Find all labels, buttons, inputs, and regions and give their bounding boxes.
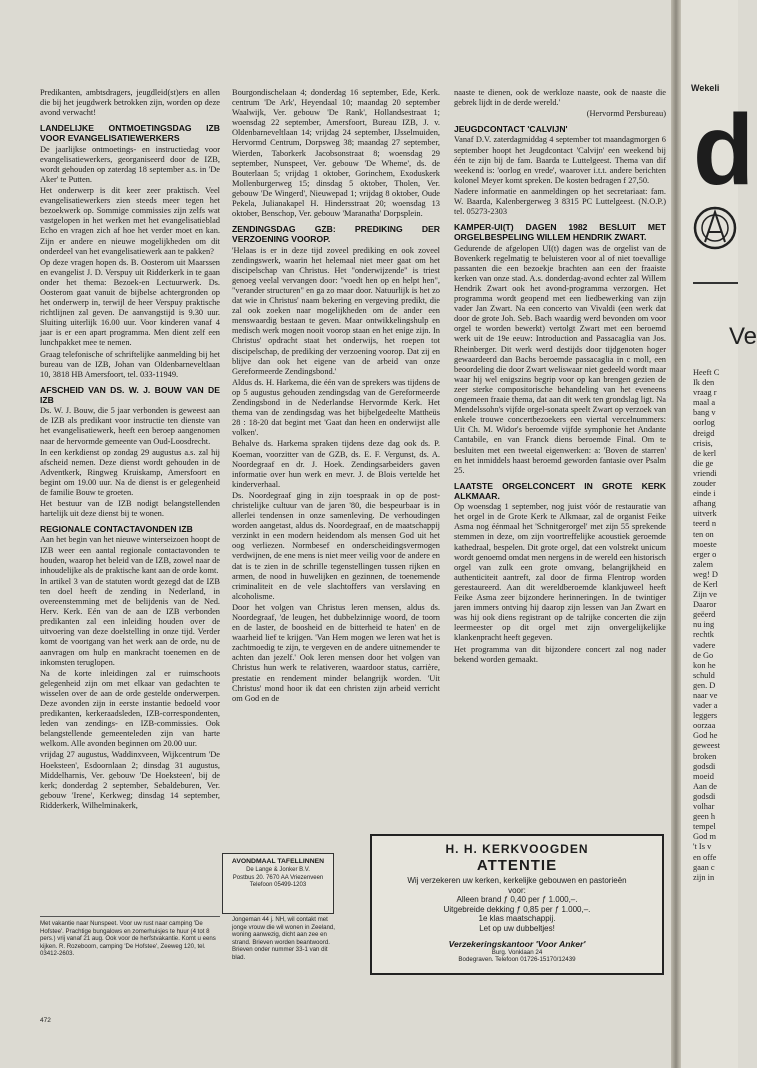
facing-page-line: oorzaa	[693, 721, 716, 731]
facing-page-line: moeid	[693, 771, 714, 781]
facing-page	[681, 0, 757, 1068]
facing-page-line: dreigd	[693, 428, 715, 438]
facing-page-line: vadere	[693, 640, 716, 650]
facing-page-line: God he	[693, 731, 718, 741]
advert-line: Telefoon 05499-1203	[249, 882, 307, 889]
article-title-zendingsdag-gzb: ZENDINGSDAG GZB: PREDIKING DER VERZOENING VOOROP.	[232, 224, 440, 245]
paragraph: Nadere informatie en aanmeldingen op het secretariaat: fam. W. Baarda, Kalenbergerweg 3 8315 PC Luttelgeest. (N.O.P.) tel. 05273-2303	[454, 186, 666, 217]
advert-line: Postbus 20. 7670 AA Vriezenveen	[232, 874, 324, 881]
facing-page-line: en offe	[693, 852, 717, 862]
classified-vakantie: Met vakantie naar Nunspeet. Voor uw rust naar camping 'De Hofstee'. Prachtige bungalows en zomerhuisjes te huur (4 tot 8 pers.) vrij vanaf 21 aug. Ook voor de herfstvakantie. Komt u eens kijken. R. Rozeboom, camping 'De Hofstee', Zeeweg 120, tel. 03412-2603.	[40, 916, 220, 958]
facing-page-line: rechtk	[693, 630, 714, 640]
facing-page-line: naar ve	[693, 691, 718, 700]
paragraph: vrijdag 27 augustus, Waddinxveen, Wijkcentrum 'De Hoeksteen', Esdoornlaan 2; dinsdag 31 augustus, Middelharnis, Ver. gebouw 'De Hoeksteen', bij de kerk; donderdag 2 september, Sebaldeburen, Ver. gebouw 'Irene', Kerkweg; dinsdag 14 september, Ridderkerk, Wilhelminakerk,	[40, 750, 220, 810]
article-title-jeugdcontact: JEUGDCONTACT 'CALVIJN'	[454, 124, 568, 135]
book-gutter	[671, 0, 681, 1068]
facing-page-line: teerd n	[693, 519, 717, 529]
facing-page-line: oorlog	[693, 418, 715, 428]
advert-headline: ATTENTIE	[476, 857, 558, 874]
advert-line: 1e klas maatschappij.	[478, 914, 556, 924]
article-title-afscheid-bouw: AFSCHEID VAN DS. W. J. BOUW VAN DE IZB	[40, 384, 220, 406]
paragraph: 'Helaas is er in deze tijd zoveel prediking en ook zoveel zendingswerk, waarin het helemaal niet meer gaat om het discipelschap van Christus. Het "onderwijzende" is triest genoeg veelal vervangen door: "voedt hen op en helpt hen", "verander structuren" en ga zo maar door. Natuurlijk is het zo dat wie in Christus' naam bekering en vergeving predikt, die zal ook zoeken naar mogelijkheden om de ander een menswaardig bestaan te geven. Maar ontwikkelingshulp en medisch werk mogen nooit voorop staan en het enige zijn. In Christus' opdracht staat het onderwijs, het roepen tot discipelschap, de prediking der verzoening voorop. Dat zij en blijve dan ook het eigene van de arbeid van onze Gereformeerde Zendingsbond.'	[232, 245, 440, 376]
advert-title: AVONDMAAL TAFELLINNEN	[231, 858, 325, 865]
advert-address: Bodegraven. Telefoon 01726-15170/12439	[458, 955, 576, 963]
advert-line: Alleen brand ƒ 0,40 per ƒ 1.000,–.	[456, 895, 578, 905]
paragraph: Het bestuur van de IZB nodigt belangstellenden hartelijk uit deze dienst bij te wonen.	[40, 499, 220, 519]
classified-jongeman: Jongeman 44 j. NH, wil contakt met jonge vrouw die wil wonen in Zeeland, woning aanwezig, dicht aan zee en strand. Brieven worden beantwoord. Brieven onder nummer 33-1 van dit blad.	[232, 916, 335, 961]
facing-page-heading: Ve	[729, 323, 757, 350]
paragraph: Behalve ds. Harkema spraken tijdens deze dag ook ds. P. Koeman, voorzitter van de GZB, ds. E. F. Vergunst, ds. A. Noordegraaf en dr. J. Hoek. Zendingsarbeiders gaven informatie over hun werk en mevr. J. de Blois vertelde het kinderverhaal.	[232, 439, 440, 489]
paragraph: De jaarlijkse ontmoetings- en instructiedag voor evangelisatiewerkers, georganiseerd door de IZB, wordt gehouden op zaterdag 18 september a.s. in 'De Aker' te Putten.	[40, 144, 220, 184]
facing-page-line: kon he	[693, 660, 716, 670]
advert-line: voor:	[508, 885, 526, 895]
facing-page-line: bang v	[693, 408, 716, 418]
facing-page-line: leggers	[693, 711, 718, 721]
facing-page-line: godsdi	[693, 761, 716, 771]
paragraph: Het programma van dit bijzondere concert zal nog nader bekend worden gemaakt.	[454, 644, 666, 664]
facing-page-line: zijn in	[693, 872, 715, 882]
facing-page-line: de kerl	[693, 448, 717, 458]
facing-page-line: tempel	[693, 822, 716, 832]
facing-page-line: erger o	[693, 549, 717, 559]
advert-avondmaal-tafellinnen	[222, 853, 334, 914]
facing-page-line: die ge	[693, 458, 714, 468]
paragraph: Gedurende de afgelopen UI(t) dagen was de orgelist van de Bovenkerk regelmatig te beluisteren voor al of niet toevallige passanten die een bezoekje brachten aan een der fraaiste kerken van onze stad. A.s. donderdag-avond echter zal Willem Hendrik Zwart ook het avond-programma verzorgen. Het programma wordt geopend met een liedbewerking van zijn vader Jan Zwart. Na een concerto van Vivaldi (een werk dat door de grote Joh. Seb. Bach waardig werd bevonden om voor orgel te worden bewerkt) vertolgt Zwart met een beroemd werk uit de 19e eeuw: Introduction and Passacaglia van Jos. Rheinberger. Dit werk werd destijds door tijdgenoten hoger gewaardeerd dan Bachs beroemde passacaglia in c moll, een beoordeling die door Zwart weliswaar niet gedeeld wordt maar waar hij wel enigszins begrip voor op kan brengen gezien de zeer sterke compositorische behandeling van het eveneens ongemeen fraaie thema, dat aan dit werk ten grondslag ligt. Na Mendelssohn's vijfde orgel-sonata speelt Zwart op verzoek van enkele trouwe concertbezoekers een viertal vercelnummers: Uit Ch. M. Widor's beroemde vijfde symphonie het Andante Cantabile, en van Franck diens beroemde Final. Om te besluiten met een tweetal eigenwerken: a: 'Boven de starren' en het inmiddels haast beroemd geworden fantasie over Psalm 25.	[454, 243, 666, 475]
paragraph: In artikel 3 van de statuten wordt gezegd dat de IZB ten doel heeft de zending in Nederland, in overeenstemming met de belijdenis van de Ned. Herv. Kerk. Eén van de aan de IZB verbonden predikanten zal een inleiding houden over de uitvoering van deze doelstelling in onze tijd. Verder komt de voortgang van het werk aan de orde, nu de aanvragen om hulp en mankracht toenemen en de inkomsten teruglopen.	[40, 576, 220, 667]
facing-page-line: geen h	[693, 812, 716, 822]
paragraph: naaste te dienen, ook de werkloze naaste, ook de naaste die gebrek lijdt in de derde wereld.'	[454, 88, 666, 108]
facing-page-header: Wekeli	[691, 83, 720, 93]
paragraph: Bourgondischelaan 4; donderdag 16 september, Ede, Kerk. centrum 'De Ark', Heyendaal 10; maandag 20 september Waalwijk, Ver. gebouw 'De Rank', Hollandsestraat 1; woensdag 22 september, Amersfoort, Bureau IZB, J. v. Oldenbarneveltlaan 14; vrijdag 24 september, IJsselmuiden, Hervormd Centrum, Dorpsweg 38; maandag 27 september, Wierden, Taborkerk Jacobsonstraat 8; woensdag 29 september, Nunspeet, Ver. gebouw 'De Wheme', ds. de Bouterlaan 5; vrijdag 1 oktober, Gorinchem, Exoduskerk Mollenburgerweg 15; dinsdag 5 oktober, Tholen, Ver. gebouw 'De Wingerd', Nieuwepad 1; vrijdag 8 oktober, Oude Pekela, Julianakapel H. Hindersstraat 20; woensdag 13 oktober, Benschop, Ver. gebouw 'Maranatha' Dorpsplein.	[232, 88, 440, 219]
facing-page-line: Zijn ve	[693, 590, 717, 600]
facing-page-line: gaan c	[693, 862, 715, 872]
facing-page-line: Aan de	[693, 781, 717, 791]
advert-firm: Verzekeringskantoor 'Voor Anker'	[448, 938, 586, 949]
facing-page-line: Ik den	[693, 378, 715, 388]
facing-page-line: godsdi	[693, 791, 716, 801]
facing-page-line: einde i	[693, 489, 716, 499]
article-title-izb-ontmoetingsdag: LANDELIJKE ONTMOETINGSDAG IZB VOOR EVANGELISATIEWERKERS	[40, 123, 220, 144]
facing-page-line: maal a	[693, 398, 716, 408]
column-1	[40, 88, 220, 853]
advert-line: De Lange & Jonker B.V.	[246, 867, 310, 874]
divider	[693, 282, 738, 284]
paragraph: Aan het begin van het nieuwe winterseizoen hoopt de IZB weer een aantal regionale contactavonden te houden, waarop het beleid van de IZB, zowel naar de inhoudelijke als de praktische kant aan de orde komt.	[40, 535, 220, 575]
facing-page-text	[693, 368, 738, 883]
facing-page-line: zalem	[693, 559, 713, 569]
paragraph: Vanaf D.V. zaterdagmiddag 4 september tot maandagmorgen 6 september hoopt het Jeugdcontact 'Calvijn' een weekend bij één te zijn bij de fam. Baarda te Luttelgeest. Thema van dif weekend is: 'oorlog en vrede', waarover i.t.t. andere berichten kolonel Meyer komt spreken. De kosten bedragen f 27,50.	[454, 135, 666, 185]
page-number: 472	[40, 1017, 51, 1024]
advert-company: H. H. KERKVOOGDEN	[445, 842, 589, 856]
facing-page-line: weg! D	[693, 569, 718, 579]
source-credit: (Hervormd Persbureau)	[586, 109, 666, 119]
column-2	[232, 88, 440, 833]
column-3	[454, 88, 666, 768]
facing-page-line: de Go	[693, 650, 714, 660]
facing-page-line: zouder	[693, 479, 716, 489]
emblem-icon	[693, 198, 737, 258]
facing-page-line: crisis,	[693, 438, 713, 448]
facing-page-line: God m	[693, 832, 717, 842]
advert-line: Let op uw dubbeltjes!	[479, 923, 555, 933]
facing-page-line: afhang	[693, 499, 716, 509]
facing-page-line: geweest	[693, 741, 720, 751]
advert-address: Burg. Vonklaan 24	[491, 948, 543, 956]
intro-text: Predikanten, ambtsdragers, jeugdleid(st)ers en allen die bij het jeugdwerk betrokken zijn, worden op deze avond verwacht!	[40, 88, 220, 118]
article-title-contactavonden: REGIONALE CONTACTAVONDEN IZB	[40, 524, 193, 535]
facing-page-line: vriendi	[693, 468, 717, 478]
facing-page-line: nu ing	[693, 620, 715, 630]
advert-line: Wij verzekeren uw kerken, kerkelijke gebouwen en pastorieën	[407, 876, 627, 885]
facing-page-line: geëerd	[693, 610, 716, 620]
facing-page-line: Heeft C	[693, 368, 720, 377]
article-title-kamper-uitdagen: KAMPER-UI(T) DAGEN 1982 BESLUIT MET ORGELBESPELING WILLEM HENDRIK ZWART.	[454, 222, 666, 243]
advert-line: Uitgebreide dekking ƒ 0,85 per ƒ 1.000,–.	[443, 904, 591, 914]
facing-page-line: moeste	[693, 539, 717, 549]
paragraph: In een kerkdienst op zondag 29 augustus a.s. zal hij afscheid nemen. Deze dienst wordt gehouden in de Adventkerk, Ringweg Kruiskamp, Amersfoort en begint om 19.00 uur. Na de dienst is er gelegenheid de familie Bouw te groeten.	[40, 447, 220, 497]
paragraph: Ds. Noordegraaf ging in zijn toespraak in op de post-christelijke cultuur van de jaren '80, die bespeurbaar is in allerlei tendensen in onze samenleving. De verhoudingen worden aangetast, aldus ds. Noordegraaf, en de maatschappij verzinkt in een modern heidendom als mensen God uit het oog verliezen. Normbesef en onderscheidingsvermogen verdwijnen, de ene mens is niet meer veilig voor de andere en dat is te zien in de schrille tegenstellingen tussen rijken en armen, de nood in huwelijken en gezinnen, de toenemende criminaliteit en de vele slachtoffers van verslaving en alcoholisme.	[232, 490, 440, 601]
facing-page-line: vraag r	[693, 388, 717, 398]
facing-page-line: 't Is v	[693, 842, 712, 852]
paragraph: Op deze vragen hopen ds. B. Oosterom uit Maarssen en evangelist J. D. Verspuy uit Ridderkerk in te gaan onder het thema: Bezoek-en Lectuurwerk. Ds. Oosterom gaat vanuit de bijbelse achtergronden op het onderwerp in, terwijl de heer Verspuy praktische richtlijnen zal geven. De aanvangstijd is 9.30 uur. Sluiting uiterlijk 16.00 uur. Voor kinderen vanaf 4 jaar is er een apart programma. Men dient zelf een lunchpakket mee te nemen.	[40, 257, 220, 348]
paragraph: Het onderwerp is dit keer zeer praktisch. Veel evangelisatiewerkers zien steeds meer tegen het bezoekwerk op. Sommige commissies zijn zelfs wat vastgelopen in het werken met het evangelisatieblad Echo en vragen zich af hoe het verder moet en kan. Zijn er andere en nieuwe mogelijkheden om dit onderdeel van het evangelisatiewerk aan te pakken?	[40, 186, 220, 256]
paragraph: Aldus ds. H. Harkema, die één van de sprekers was tijdens de op 5 augustus gehouden zendingsdag van de Gereformeerde Zendingsbond in de Nederlandse Hervormde Kerk. Het thema van de zendingsdag was het bijbelgedeelte Mattheüs 28 : 18-20 dat begint met 'Gaat dan heen en onderwijst alle volken'.	[232, 377, 440, 438]
paragraph: Door het volgen van Christus leren mensen, aldus ds. Noordegraaf, 'de leugen, het dubbelzinnige woord, de toorn en de laster, de boosheid en de bitterheid te haten' en de waarheid lief te krijgen. 'Van Hem mogen we leren wat het is zachtmoedig te zijn, te vergeven en de andere uitnemender te achten dan jezelf.' Ook leren mensen door het volgen van Christus hun werk te relativeren, waardoor status, carrière, prestatie en rendement minder belangrijk worden. 'Uit Christus' mond hoor ik dat een christen zijn arbeid verricht om God en de	[232, 602, 440, 703]
paragraph: Ds. W. J. Bouw, die 5 jaar verbonden is geweest aan de IZB als predikant voor instructie ten dienste van het evangelisatiewerk, heeft een beroep aangenomen naar de hervormde gemeente van Oud-Loosdrecht.	[40, 406, 220, 446]
facing-page-line: de Kerl	[693, 579, 718, 589]
facing-page-line: uitverk	[693, 509, 717, 519]
facing-page-line: Daaror	[693, 600, 717, 610]
facing-page-line: vader a	[693, 701, 718, 711]
paragraph: Graag telefonische of schriftelijke aanmelding bij het bureau van de IZB, Johan van Oldenbarneveltlaan 10, 3818 HB Amersfoort, tel. 033-11949.	[40, 349, 220, 379]
facing-page-line: broken	[693, 751, 717, 761]
facing-page-line: gen. D	[693, 680, 716, 690]
facing-page-title-letter: d	[693, 94, 755, 206]
facing-page-line: volhar	[693, 802, 715, 812]
facing-page-line: ten on	[693, 529, 714, 539]
paragraph: Na de korte inleidingen zal er ruimschoots gelegenheid zijn om met elkaar van gedachten te wisselen over de aan de orde gestelde onderwerpen. Deze avonden zijn in eerste instantie bedoeld voor predikanten, kerkeraadsleden, IZB-correspondenten, leden van zendings- en IZB-commissies. Ook belangstellende gemeenteleden zijn van harte welkom. Alle avonden beginnen om 20.00 uur.	[40, 668, 220, 749]
paragraph: Op woensdag 1 september, nog juist vóór de restauratie van het orgel in de Grote Kerk te Alkmaar, zal de organist Feike Asma nog éénmaal het 'Schnitgerorgel' met zijn 55 sprekende stemmen in deze, om zijn voortreffelijke acoustiek geroemde kathedraal, bespelen. Dit grote orgel, dat een volstrekt unicum wordt genoemd omdat men nergens in de wereld een historisch orgel van zulk een grote omvang, belangrijkheid en authenticiteit aantreft, zal door de firma Flentrop worden gerestaureerd. Aan dit wereldberoemde klankjuweel heeft Feike Asma zeer bijzondere herinneringen. In de twintiger jaren immers ontving hij daarop zijn lessen van Jan Zwart en was hij ook diens registrant op de talrijke concerten die zijn leermeester op dit orgel met zijn onvergelijkelijke klankenpracht heeft gegeven.	[454, 502, 666, 643]
article-title-orgelconcert-alkmaar: LAATSTE ORGELCONCERT IN GROTE KERK ALKMAAR.	[454, 480, 666, 501]
facing-page-line: schuld	[693, 670, 715, 680]
advert-kerkvoogden	[370, 834, 664, 975]
